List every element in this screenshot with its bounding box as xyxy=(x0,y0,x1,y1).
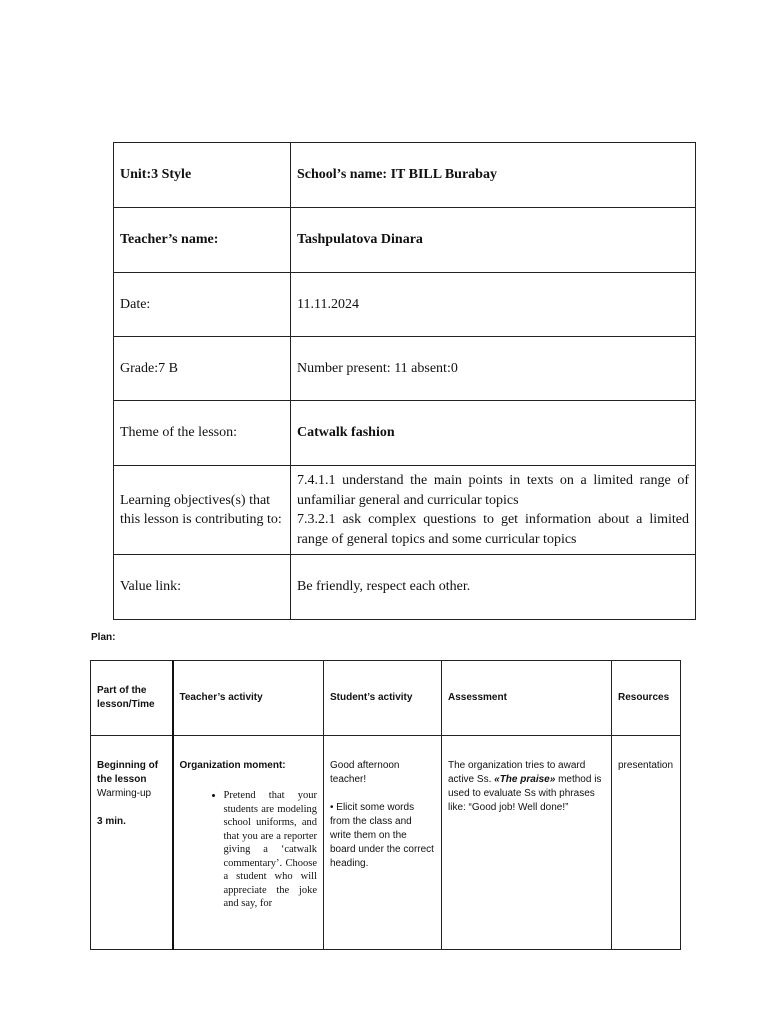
objectives-cell xyxy=(291,466,696,555)
lesson-info-table xyxy=(113,142,696,620)
header-part: Part of the lesson/Time xyxy=(91,661,173,736)
theme-value-cell: Catwalk fashion xyxy=(291,401,696,466)
plan-header-row xyxy=(91,661,681,736)
info-row-value xyxy=(114,555,696,620)
objectives-label-cell: Learning objectives(s) that this lesson is contributing to: xyxy=(114,466,291,555)
part-time: 3 min. xyxy=(97,816,126,827)
date-label-cell: Date: xyxy=(114,273,291,337)
header-student: Student’s activity xyxy=(324,661,442,736)
number-present-cell: Number present: 11 absent:0 xyxy=(291,337,696,401)
info-row-date xyxy=(114,273,696,337)
student-elicit: • Elicit some words from the class and write them on the board under the correct heading. xyxy=(330,802,434,869)
plan-label: Plan: xyxy=(91,632,116,643)
assessment-text-pre: The organization tries to award active Ss. xyxy=(448,760,586,785)
part-cell xyxy=(91,736,173,950)
value-label-cell: Value link: xyxy=(114,555,291,620)
header-teacher: Teacher’s activity xyxy=(173,661,324,736)
theme-label-cell: Theme of the lesson: xyxy=(114,401,291,466)
teacher-activity-title: Organization moment: xyxy=(179,760,286,771)
objective-2: 7.3.2.1 ask complex questions to get information about a limited range of general topics and some curricular topics xyxy=(297,512,689,547)
value-text-cell: Be friendly, respect each other. xyxy=(291,555,696,620)
objective-1: 7.4.1.1 understand the main points in texts on a limited range of unfamiliar general and curricular topics xyxy=(297,473,689,508)
student-activity-cell xyxy=(324,736,442,950)
grade-cell: Grade:7 B xyxy=(114,337,291,401)
part-subtitle: Warming-up xyxy=(97,788,152,799)
part-title: Beginning of the lesson xyxy=(97,760,159,785)
info-row-objectives xyxy=(114,466,696,555)
school-name-cell: School’s name: IT BILL Burabay xyxy=(291,143,696,208)
info-row-grade xyxy=(114,337,696,401)
plan-table xyxy=(90,660,681,950)
info-row-teacher xyxy=(114,208,696,273)
assessment-cell xyxy=(442,736,612,950)
teacher-activity-item: • Pretend that your students are modeling school uniforms, and that you are a reporter giving a ‘catwalk commentary’. Choose a student who will appreciate the joke and say, for xyxy=(224,789,318,911)
assessment-method: «The praise» xyxy=(494,774,556,785)
teacher-label-cell: Teacher’s name: xyxy=(114,208,291,273)
unit-cell: Unit:3 Style xyxy=(114,143,291,208)
teacher-activity-cell xyxy=(173,736,324,950)
teacher-name-cell: Tashpulatova Dinara xyxy=(291,208,696,273)
teacher-activity-list xyxy=(180,789,318,911)
student-greeting: Good afternoon teacher! xyxy=(330,760,400,785)
info-row-theme xyxy=(114,401,696,466)
assessment-text-post: method is used to evaluate Ss with phrases like: “Good job! Well done!” xyxy=(448,774,602,813)
header-assessment: Assessment xyxy=(442,661,612,736)
date-value-cell: 11.11.2024 xyxy=(291,273,696,337)
header-resources: Resources xyxy=(612,661,681,736)
resources-cell: presentation xyxy=(612,736,681,950)
info-row-unit xyxy=(114,143,696,208)
plan-row-beginning xyxy=(91,736,681,950)
